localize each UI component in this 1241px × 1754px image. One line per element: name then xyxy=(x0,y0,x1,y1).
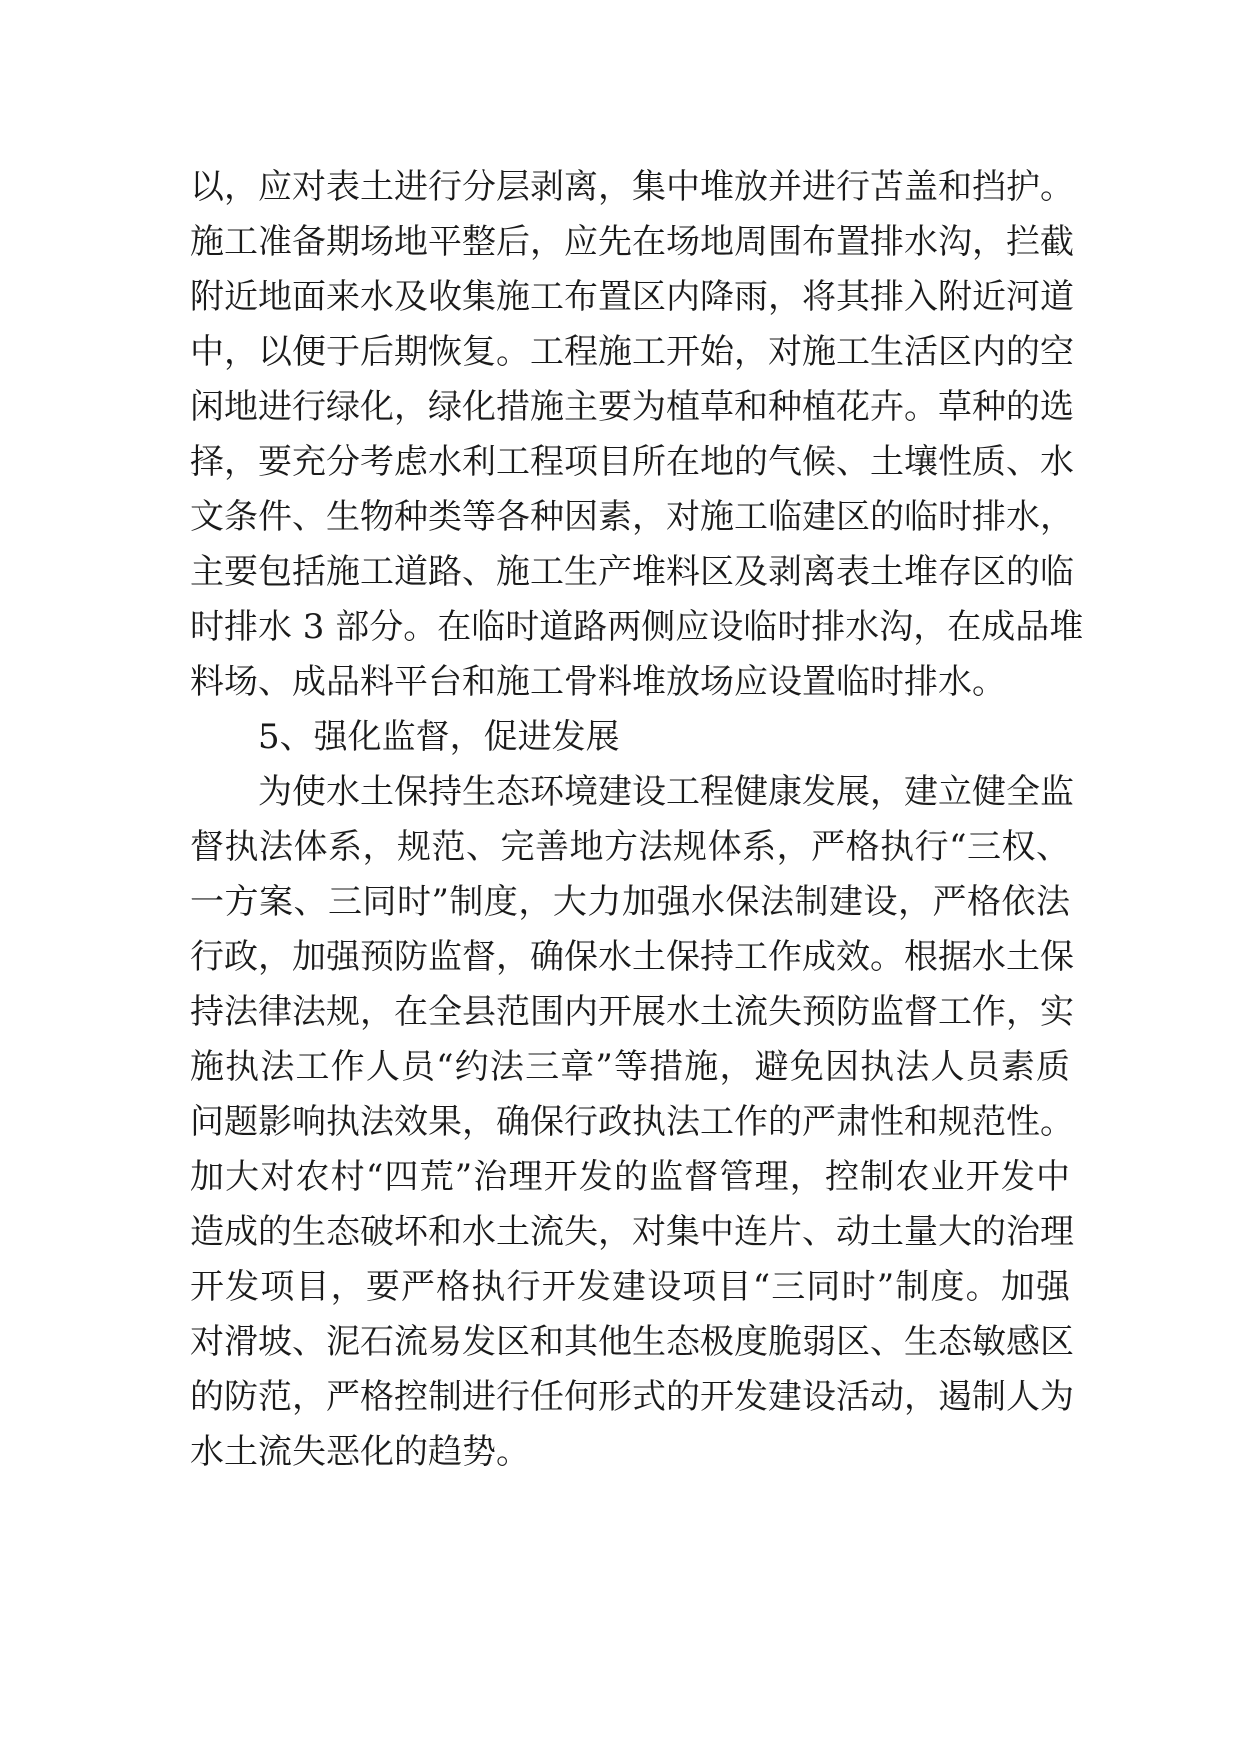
document-body xyxy=(190,160,1084,1480)
text-line: 附近地面来水及收集施工布置区内降雨，将其排入附近河道 xyxy=(190,277,1074,317)
text-line: 择，要充分考虑水利工程项目所在地的气候、土壤性质、水 xyxy=(190,442,1074,482)
text-line: 的防范，严格控制进行任何形式的开发建设活动，遏制人为 xyxy=(190,1377,1074,1417)
text-line: 为使水土保持生态环境建设工程健康发展，建立健全监 xyxy=(258,772,1074,812)
text-line: 行政，加强预防监督，确保水土保持工作成效。根据水土保 xyxy=(190,937,1074,977)
text-line: 问题影响执法效果，确保行政执法工作的严肃性和规范性。 xyxy=(190,1102,1074,1142)
text-line: 对滑坡、泥石流易发区和其他生态极度脆弱区、生态敏感区 xyxy=(190,1322,1074,1362)
text-line: 料场、成品料平台和施工骨料堆放场应设置临时排水。 xyxy=(190,662,1006,702)
text-line: 时排水 3 部分。在临时道路两侧应设临时排水沟，在成品堆 xyxy=(190,607,1084,647)
heading-line: 5、强化监督，促进发展 xyxy=(258,717,620,757)
text-line: 一方案、三同时”制度，大力加强水保法制建设，严格依法 xyxy=(190,882,1070,922)
paragraph-supervision xyxy=(190,765,1074,1480)
text-line: 加大对农村“四荒”治理开发的监督管理，控制农业开发中 xyxy=(190,1157,1070,1197)
text-line: 文条件、生物种类等各种因素，对施工临建区的临时排水， xyxy=(190,497,1074,537)
section-heading xyxy=(190,710,1070,765)
paragraph-continuation xyxy=(190,160,1084,710)
text-line: 持法律法规，在全县范围内开展水土流失预防监督工作，实 xyxy=(190,992,1074,1032)
text-line: 中，以便于后期恢复。工程施工开始，对施工生活区内的空 xyxy=(190,332,1074,372)
text-line: 以，应对表土进行分层剥离，集中堆放并进行苫盖和挡护。 xyxy=(190,167,1074,207)
text-line: 督执法体系，规范、完善地方法规体系，严格执行“三权、 xyxy=(190,827,1070,867)
text-line: 施工准备期场地平整后，应先在场地周围布置排水沟，拦截 xyxy=(190,222,1074,262)
text-line: 造成的生态破坏和水土流失，对集中连片、动土量大的治理 xyxy=(190,1212,1074,1252)
text-line: 施执法工作人员“约法三章”等措施，避免因执法人员素质 xyxy=(190,1047,1070,1087)
text-line: 主要包括施工道路、施工生产堆料区及剥离表土堆存区的临 xyxy=(190,552,1074,592)
text-line: 水土流失恶化的趋势。 xyxy=(190,1432,530,1472)
text-line: 开发项目，要严格执行开发建设项目“三同时”制度。加强 xyxy=(190,1267,1070,1307)
text-line: 闲地进行绿化，绿化措施主要为植草和种植花卉。草种的选 xyxy=(190,387,1074,427)
